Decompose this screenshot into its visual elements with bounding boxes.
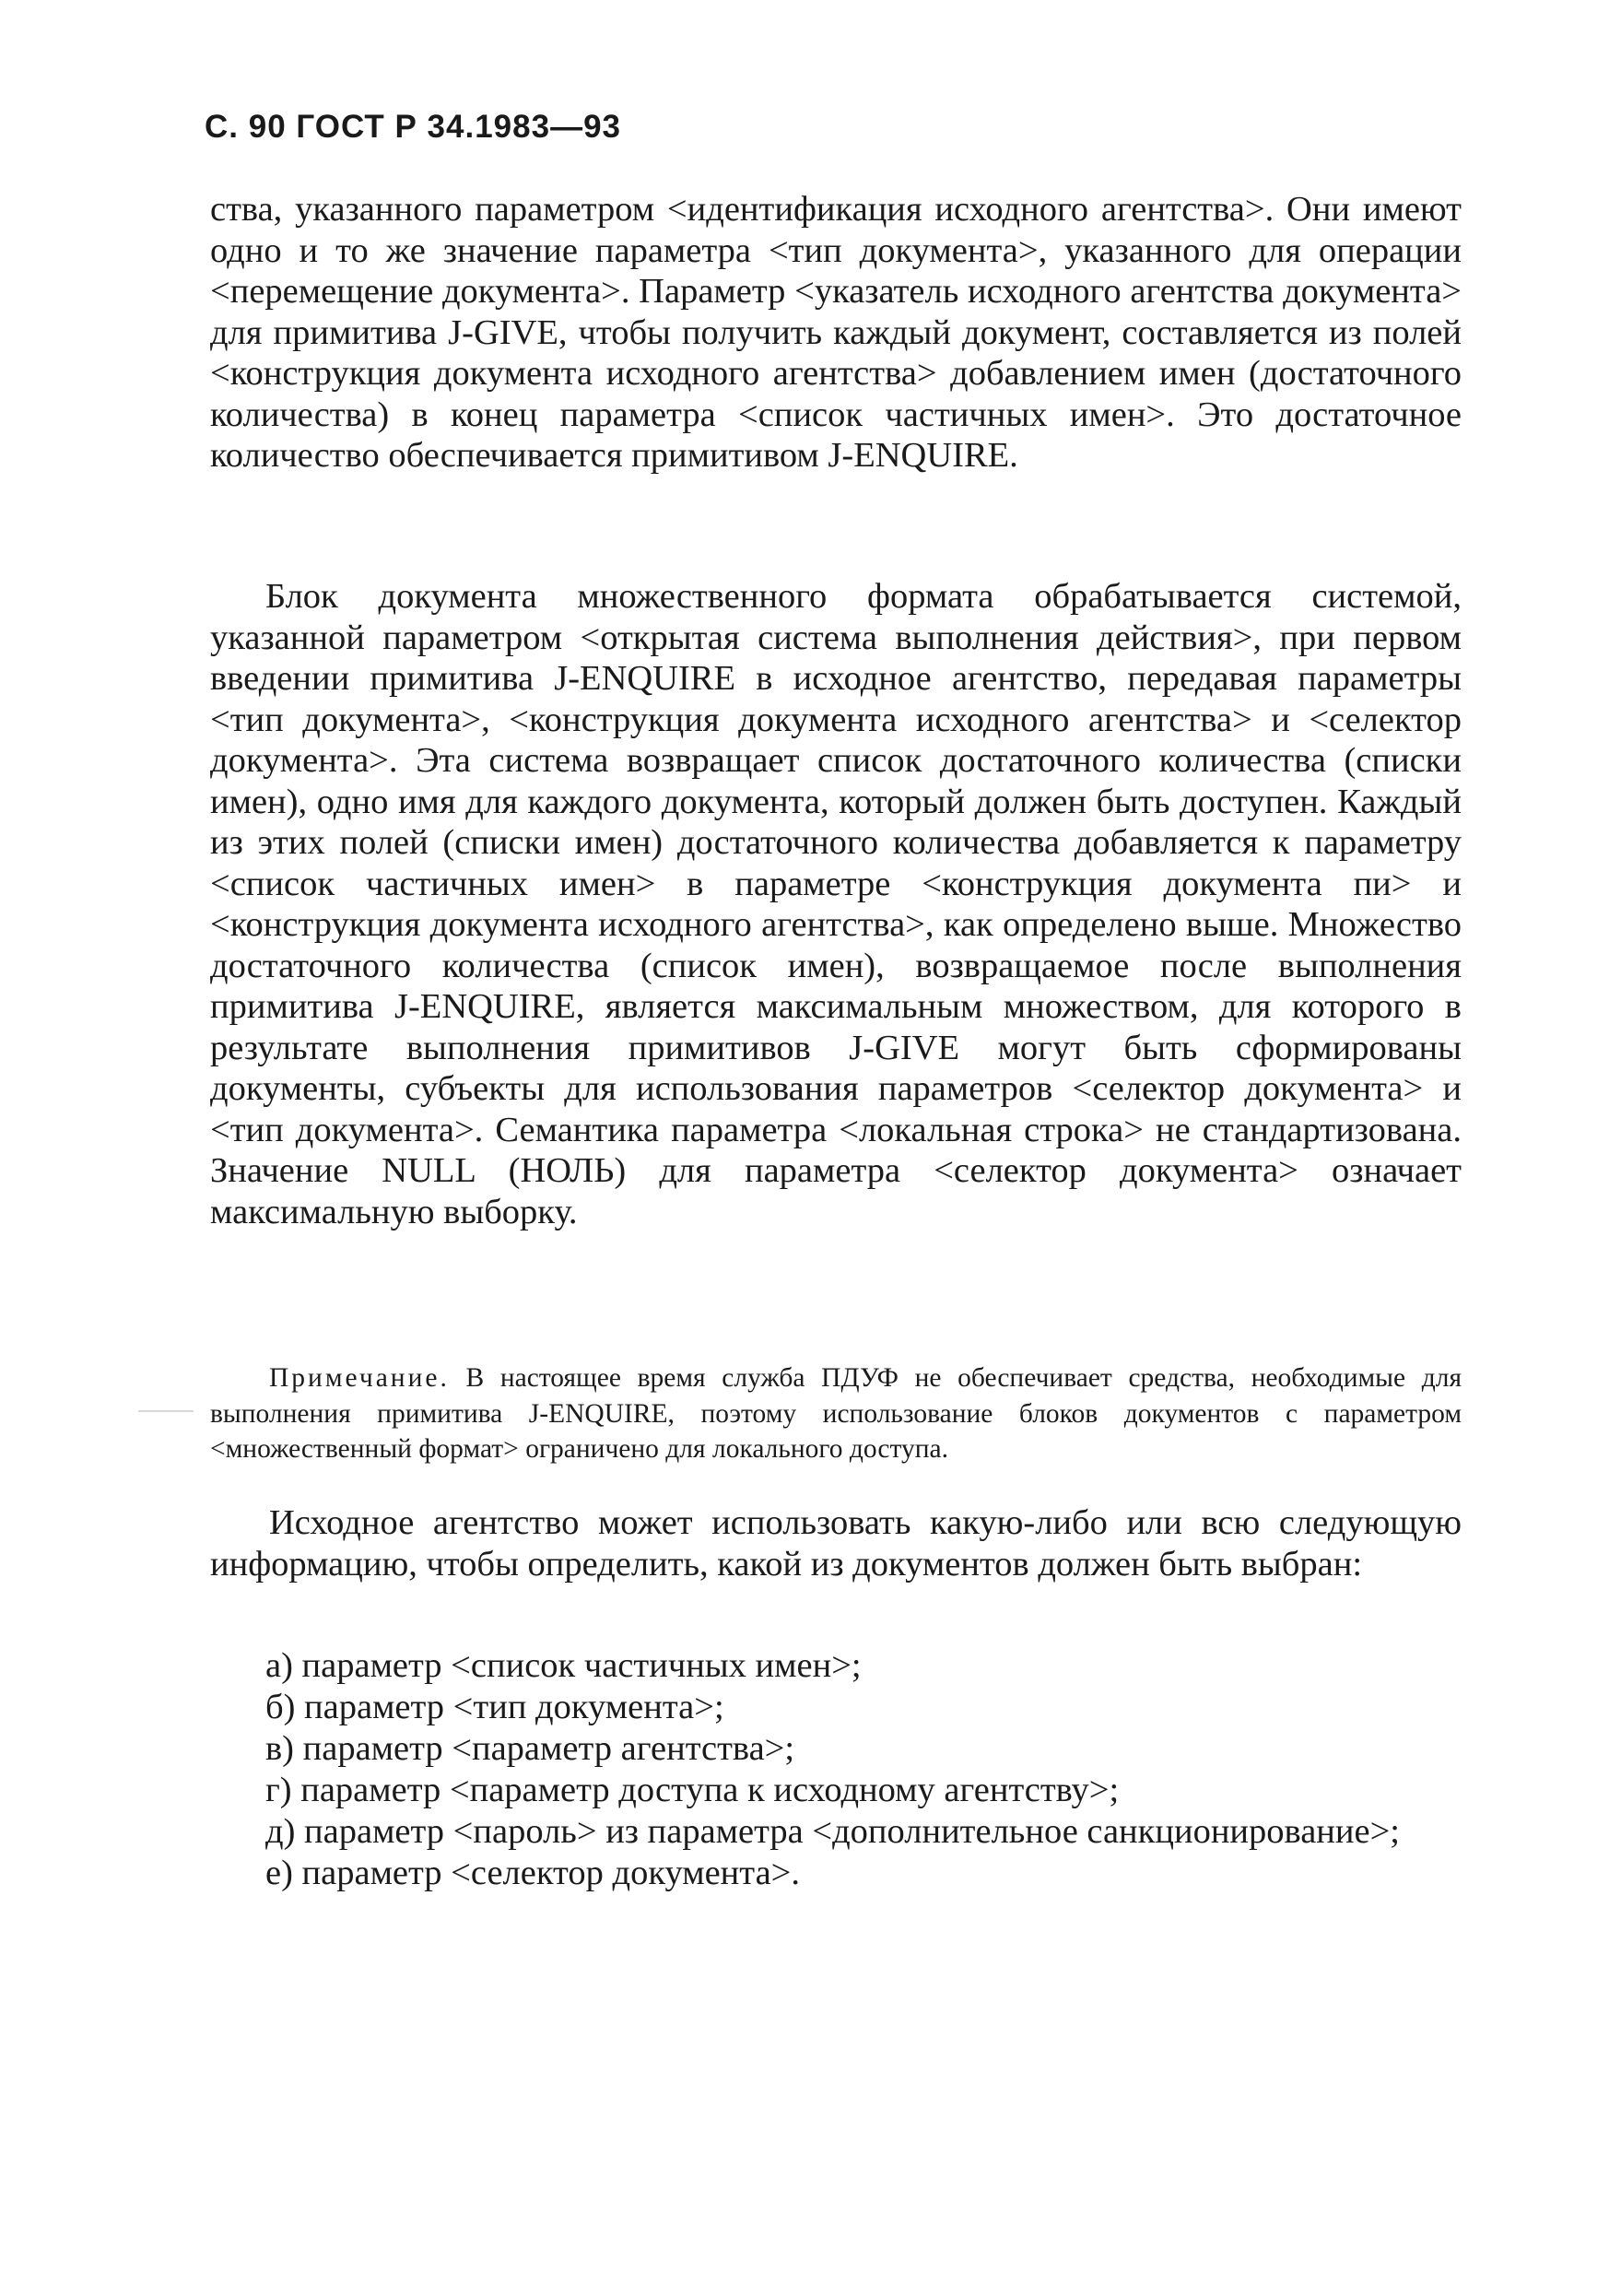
- running-head: С. 90 ГОСТ Р 34.1983—93: [205, 109, 622, 145]
- note-text: В настоящее время служба ПДУФ не обеспечивает средства, необходимые для выполнения примитива J-ENQUIRE, поэтому использование блоков документов с параметром <множественный формат> ограничено для локального доступа.: [210, 1363, 1462, 1464]
- list-item-a: а) параметр <список частичных имен>;: [265, 1646, 862, 1685]
- paragraph-1: ства, указанного параметром <идентификация исходного агентства>. Они имеют одно и то же значение параметра <тип документа>, указанного для операции <перемещение документа>. Параметр <указатель исходного агентства документа> для примитива J-GIVE, чтобы получить каждый документ, составляется из полей <конструкция документа исходного агентства> добавлением имен (достаточного количества) в конец параметра <список частичных имен>. Это достаточное количество обеспечивается примитивом J-ENQUIRE.: [210, 190, 1462, 475]
- information-list: [210, 1645, 1462, 1894]
- note-label: Примечание.: [269, 1363, 450, 1393]
- list-item-c: в) параметр <параметр агентства>;: [265, 1729, 795, 1768]
- paragraph-2: Блок документа множественного формата обрабатывается системой, указанной параметром <открытая система выполнения действия>, при первом введении примитива J-ENQUIRE в исходное агентство, передавая параметры <тип документа>, <конструкция документа исходного агентства> и <селектор документа>. Эта система возвращает список достаточного количества (списки имен), одно имя для каждого документа, который должен быть доступен. Каждый из этих полей (списки имен) достаточного количества добавляется к параметру <список частичных имен> в параметре <конструкция документа пи> и <конструкция документа исходного агентства>, как определено выше. Множество достаточного количества (список имен), возвращаемое после выполнения примитива J-ENQUIRE, является максимальным множеством, для которого в результате выполнения примитивов J-GIVE могут быть сформированы документы, субъекты для использования параметров <селектор документа> и <тип документа>. Семантика параметра <локальная строка> не стандартизована. Значение NULL (НОЛЬ) для параметра <селектор документа> означает максимальную выборку.: [210, 577, 1462, 1231]
- list-item-f: е) параметр <селектор документа>.: [265, 1854, 801, 1892]
- list-item-e: д) параметр <пароль> из параметра <дополнительное санкционирование>;: [265, 1812, 1400, 1851]
- scan-mark: [138, 1410, 194, 1412]
- paragraph-3: Исходное агентство может использовать какую-либо или всю следующую информацию, чтобы определить, какой из документов должен быть выбран:: [210, 1503, 1462, 1584]
- note: [210, 1360, 1462, 1467]
- list-item-b: б) параметр <тип документа>;: [265, 1688, 724, 1726]
- list-item-d: г) параметр <параметр доступа к исходному агентству>;: [265, 1771, 1120, 1809]
